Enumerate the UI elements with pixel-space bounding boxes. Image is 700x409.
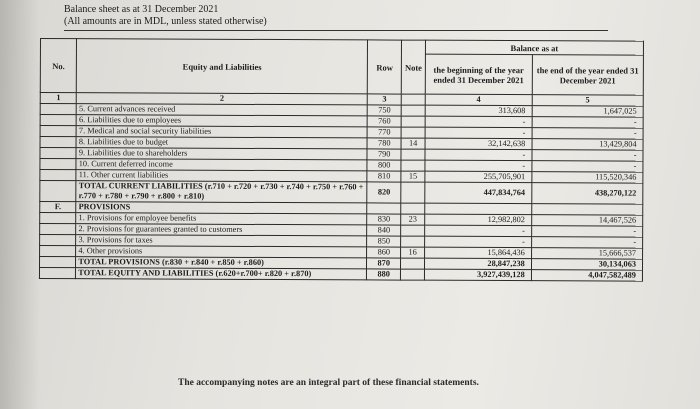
row-begin-value: - xyxy=(425,160,532,171)
row-end-value: 115,520,346 xyxy=(532,172,643,183)
row-note-cell: 15 xyxy=(401,171,425,182)
row-note-cell xyxy=(401,127,425,138)
row-begin-value: - xyxy=(425,149,532,160)
row-code-cell: 850 xyxy=(367,236,401,247)
row-note-cell xyxy=(401,236,425,247)
row-begin-value: - xyxy=(424,225,531,236)
row-code-cell xyxy=(367,203,401,214)
row-note-cell xyxy=(401,160,425,171)
row-code-cell: 780 xyxy=(367,138,401,149)
row-begin-value: 12,982,802 xyxy=(425,214,532,225)
row-no-cell xyxy=(39,268,75,279)
row-label-cell: 2. Provisions for guarantees granted to customers xyxy=(76,224,367,236)
row-label-cell: PROVISIONS xyxy=(76,202,367,214)
row-begin-value: 447,834,764 xyxy=(425,182,532,203)
row-label-cell: 5. Current advances received xyxy=(77,104,368,116)
row-end-value: 4,047,582,489 xyxy=(531,270,642,281)
col-beginning-header: the beginning of the year ended 31 December 2021 xyxy=(425,54,532,94)
row-note-cell xyxy=(401,258,425,269)
row-no-cell xyxy=(40,224,76,235)
row-note-cell xyxy=(401,225,425,236)
table-row xyxy=(40,181,643,205)
row-end-value: - xyxy=(531,237,642,248)
document-title: Balance sheet as at 31 December 2021 xyxy=(64,4,219,15)
row-label-cell: 4. Other provisions xyxy=(76,246,367,258)
row-end-value xyxy=(531,204,642,215)
row-code-cell: 820 xyxy=(367,182,401,203)
row-no-cell xyxy=(40,104,76,115)
index-cell: 1 xyxy=(40,93,76,104)
row-end-value: - xyxy=(532,161,643,172)
header-rule xyxy=(64,30,608,31)
col-no-header: No. xyxy=(40,39,77,93)
row-no-cell xyxy=(40,235,76,246)
row-end-value: - xyxy=(532,117,643,128)
row-no-cell xyxy=(40,246,76,257)
row-note-cell xyxy=(401,203,425,214)
row-no-cell xyxy=(40,148,76,159)
row-label-cell: 11. Other current liabilities xyxy=(76,170,367,182)
row-begin-value: - xyxy=(425,116,532,127)
index-cell: 5 xyxy=(532,95,643,106)
row-begin-value: 28,847,238 xyxy=(424,258,531,269)
row-no-cell xyxy=(40,159,76,170)
row-label-cell: 10. Current deferred income xyxy=(76,159,367,171)
row-end-value: 14,467,526 xyxy=(531,215,642,226)
footnote: The accompanying notes are an integral part of these financial statements. xyxy=(178,378,479,388)
row-code-cell: 870 xyxy=(367,258,401,269)
col-note-header: Note xyxy=(402,40,426,94)
row-label-cell: 6. Liabilities due to employees xyxy=(76,115,367,127)
row-no-cell xyxy=(40,137,76,148)
index-cell: 3 xyxy=(367,94,401,105)
row-code-cell: 750 xyxy=(367,105,401,116)
row-no-cell xyxy=(40,213,76,224)
row-label-cell: 9. Liabilities due to shareholders xyxy=(76,148,367,160)
row-no-cell xyxy=(40,115,76,126)
row-note-cell: 16 xyxy=(401,247,425,258)
row-code-cell: 830 xyxy=(367,214,401,225)
row-end-value: - xyxy=(532,128,643,139)
row-end-value: 15,666,537 xyxy=(531,248,642,259)
row-note-cell xyxy=(401,269,425,280)
col-equity-header: Equity and Liabilities xyxy=(77,39,368,94)
balance-sheet-table xyxy=(39,38,644,282)
row-code-cell: 800 xyxy=(367,160,401,171)
row-note-cell xyxy=(401,116,425,127)
row-begin-value: 15,864,436 xyxy=(424,247,531,258)
row-code-cell: 790 xyxy=(367,149,401,160)
row-note-cell xyxy=(402,105,426,116)
row-label-cell: 8. Liabilities due to budget xyxy=(76,137,367,149)
row-note-cell: 14 xyxy=(401,138,425,149)
row-code-cell: 810 xyxy=(367,171,401,182)
row-no-cell xyxy=(40,170,76,181)
row-end-value: 1,647,025 xyxy=(532,106,643,117)
row-label-cell: 7. Medical and social security liabilities xyxy=(76,126,367,138)
index-cell xyxy=(402,94,426,105)
row-begin-value: 313,608 xyxy=(425,105,532,116)
row-end-value: - xyxy=(531,226,642,237)
document-header xyxy=(64,4,267,28)
row-begin-value: - xyxy=(425,127,532,138)
row-label-cell: 1. Provisions for employee benefits xyxy=(76,213,367,225)
row-no-cell xyxy=(39,257,75,268)
row-label-cell: TOTAL CURRENT LIABILITIES (r.710 + r.720 + r.730 + r.740 + r.750 + r.760 + r.770 + r.780 + r.790 + r.800 + r.810) xyxy=(76,181,367,203)
row-label-cell: 3. Provisions for taxes xyxy=(76,235,367,247)
row-note-cell xyxy=(401,182,425,203)
row-code-cell: 880 xyxy=(367,269,401,280)
row-label-cell: TOTAL EQUITY AND LIABILITIES (r.620+r.700+ r.820 + r.870) xyxy=(76,268,367,280)
row-begin-value: 32,142,638 xyxy=(425,138,532,149)
col-end-header: the end of the year ended 31 December 2021 xyxy=(532,55,643,95)
index-cell: 2 xyxy=(77,93,368,105)
row-end-value: - xyxy=(532,150,643,161)
row-note-cell xyxy=(401,149,425,160)
index-cell: 4 xyxy=(425,94,532,105)
row-no-cell: F. xyxy=(40,202,76,213)
row-begin-value xyxy=(425,203,532,214)
row-code-cell: 840 xyxy=(367,225,401,236)
row-code-cell: 860 xyxy=(367,247,401,258)
col-balance-header: Balance as at xyxy=(425,40,643,55)
row-note-cell: 23 xyxy=(401,214,425,225)
row-end-value: 30,134,063 xyxy=(531,259,642,270)
row-begin-value: - xyxy=(424,236,531,247)
row-begin-value: 3,927,439,128 xyxy=(424,269,531,280)
row-code-cell: 770 xyxy=(367,127,401,138)
row-no-cell xyxy=(40,126,76,137)
row-begin-value: 255,705,901 xyxy=(425,171,532,182)
table-row xyxy=(39,268,642,282)
col-row-header: Row xyxy=(367,40,401,94)
row-end-value: 13,429,804 xyxy=(532,139,643,150)
row-end-value: 438,270,122 xyxy=(532,183,643,204)
row-label-cell: TOTAL PROVISIONS (r.830 + r.840 + r.850 + r.860) xyxy=(76,257,367,269)
row-code-cell: 760 xyxy=(367,116,401,127)
document-subtitle: (All amounts are in MDL, unless stated otherwise) xyxy=(64,16,267,27)
row-no-cell xyxy=(40,181,76,202)
page-shadow xyxy=(0,0,40,409)
